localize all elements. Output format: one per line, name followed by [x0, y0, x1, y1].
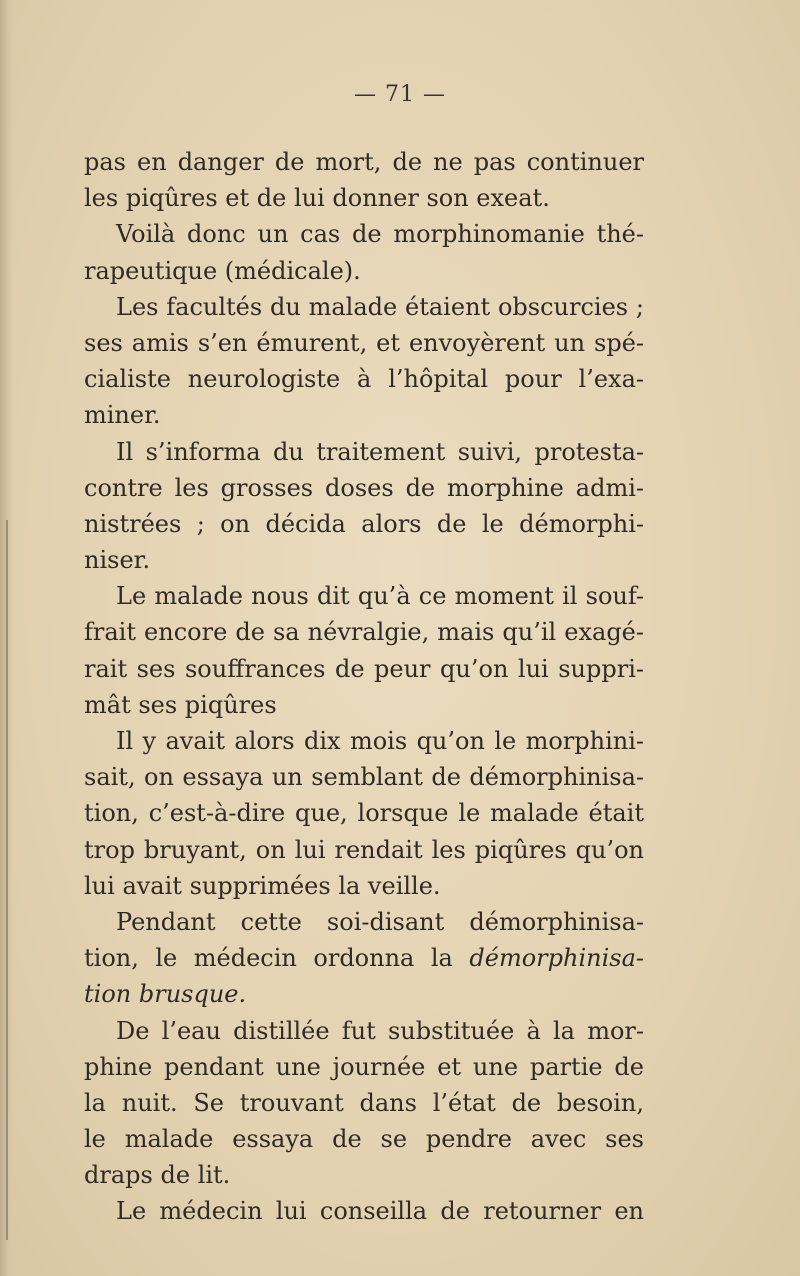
text-line [84, 253, 644, 289]
text-line-roman: tion, c’est-à-dire que, lorsque le malade était [84, 799, 644, 828]
text-line [84, 578, 644, 614]
text-line-roman: Le médecin lui conseilla de retourner en [116, 1197, 644, 1226]
text-line-roman: Le malade nous dit qu’à ce moment il souf- [116, 582, 644, 611]
text-line-roman: rapeutique (médicale). [84, 256, 361, 285]
text-line [84, 832, 644, 868]
text-line-roman: contre les grosses doses de morphine admi- [84, 473, 644, 502]
text-line-roman: le malade essaya de se pendre avec ses [84, 1125, 644, 1154]
text-line-roman: De l’eau distillée fut substituée à la mor- [116, 1016, 644, 1045]
text-line-italic: démorphinisa- [469, 944, 644, 973]
page-number: — 71 — [354, 82, 446, 107]
text-line [84, 289, 644, 325]
text-line [84, 795, 644, 831]
text-line-roman: les piqûres et de lui donner son exeat. [84, 184, 550, 213]
text-line [84, 180, 644, 216]
text-line [84, 868, 644, 904]
text-line [84, 506, 644, 542]
text-line [84, 325, 644, 361]
text-line [84, 542, 644, 578]
binding-shadow-line [6, 520, 8, 1240]
text-line [84, 940, 644, 976]
text-line-roman: Il s’informa du traitement suivi, protesta- [116, 437, 644, 466]
text-line-roman: niser. [84, 546, 151, 575]
body-text [84, 144, 644, 1230]
text-line-roman: Pendant cette soi-disant démorphinisa- [116, 907, 644, 936]
text-line-roman: cialiste neurologiste à l’hôpital pour l’exa- [84, 365, 644, 394]
text-line-roman: miner. [84, 401, 161, 430]
text-line-roman: Les facultés du malade étaient obscurcies ; [116, 292, 644, 321]
text-line [84, 470, 644, 506]
text-line [84, 434, 644, 470]
text-line-roman: phine pendant une journée et une partie de [84, 1052, 644, 1081]
text-line [84, 1049, 644, 1085]
text-line-roman: nistrées ; on décida alors de le démorphi- [84, 509, 644, 538]
text-line-roman: tion, le médecin ordonna la [84, 944, 453, 973]
text-line-roman: Voilà donc un cas de morphinomanie thé- [116, 220, 644, 249]
text-line [84, 1085, 644, 1121]
text-line-roman: frait encore de sa névralgie, mais qu’il exagé- [84, 618, 644, 647]
text-line [84, 687, 644, 723]
text-line-roman: draps de lit. [84, 1161, 231, 1190]
text-line [84, 1121, 644, 1157]
text-line-roman: mât ses piqûres [84, 690, 277, 719]
text-line [84, 397, 644, 433]
text-line-roman: Il y avait alors dix mois qu’on le morphini- [116, 727, 644, 755]
text-line [84, 904, 644, 940]
text-line-roman: lui avait supprimées la veille. [84, 871, 441, 900]
text-line [84, 723, 644, 759]
text-line-roman: ses amis s’en émurent, et envoyèrent un spé- [84, 328, 644, 357]
text-line-roman: trop bruyant, on lui rendait les piqûres qu’on [84, 835, 644, 864]
text-line [84, 361, 644, 397]
text-line [84, 144, 644, 180]
text-line [84, 1013, 644, 1049]
text-line [84, 651, 644, 687]
text-line [84, 759, 644, 795]
text-line-roman: sait, on essaya un semblant de démorphinisa- [84, 763, 644, 792]
text-line [84, 976, 644, 1012]
text-line-roman: rait ses souffrances de peur qu’on lui suppri- [84, 654, 644, 683]
text-line [84, 1193, 644, 1229]
text-line-roman: la nuit. Se trouvant dans l’état de besoin, [84, 1088, 644, 1117]
text-line-italic: tion brusque. [84, 980, 247, 1009]
text-line [84, 1157, 644, 1193]
text-line [84, 216, 644, 252]
text-line-roman: pas en danger de mort, de ne pas continuer [84, 148, 644, 176]
text-line [84, 614, 644, 650]
